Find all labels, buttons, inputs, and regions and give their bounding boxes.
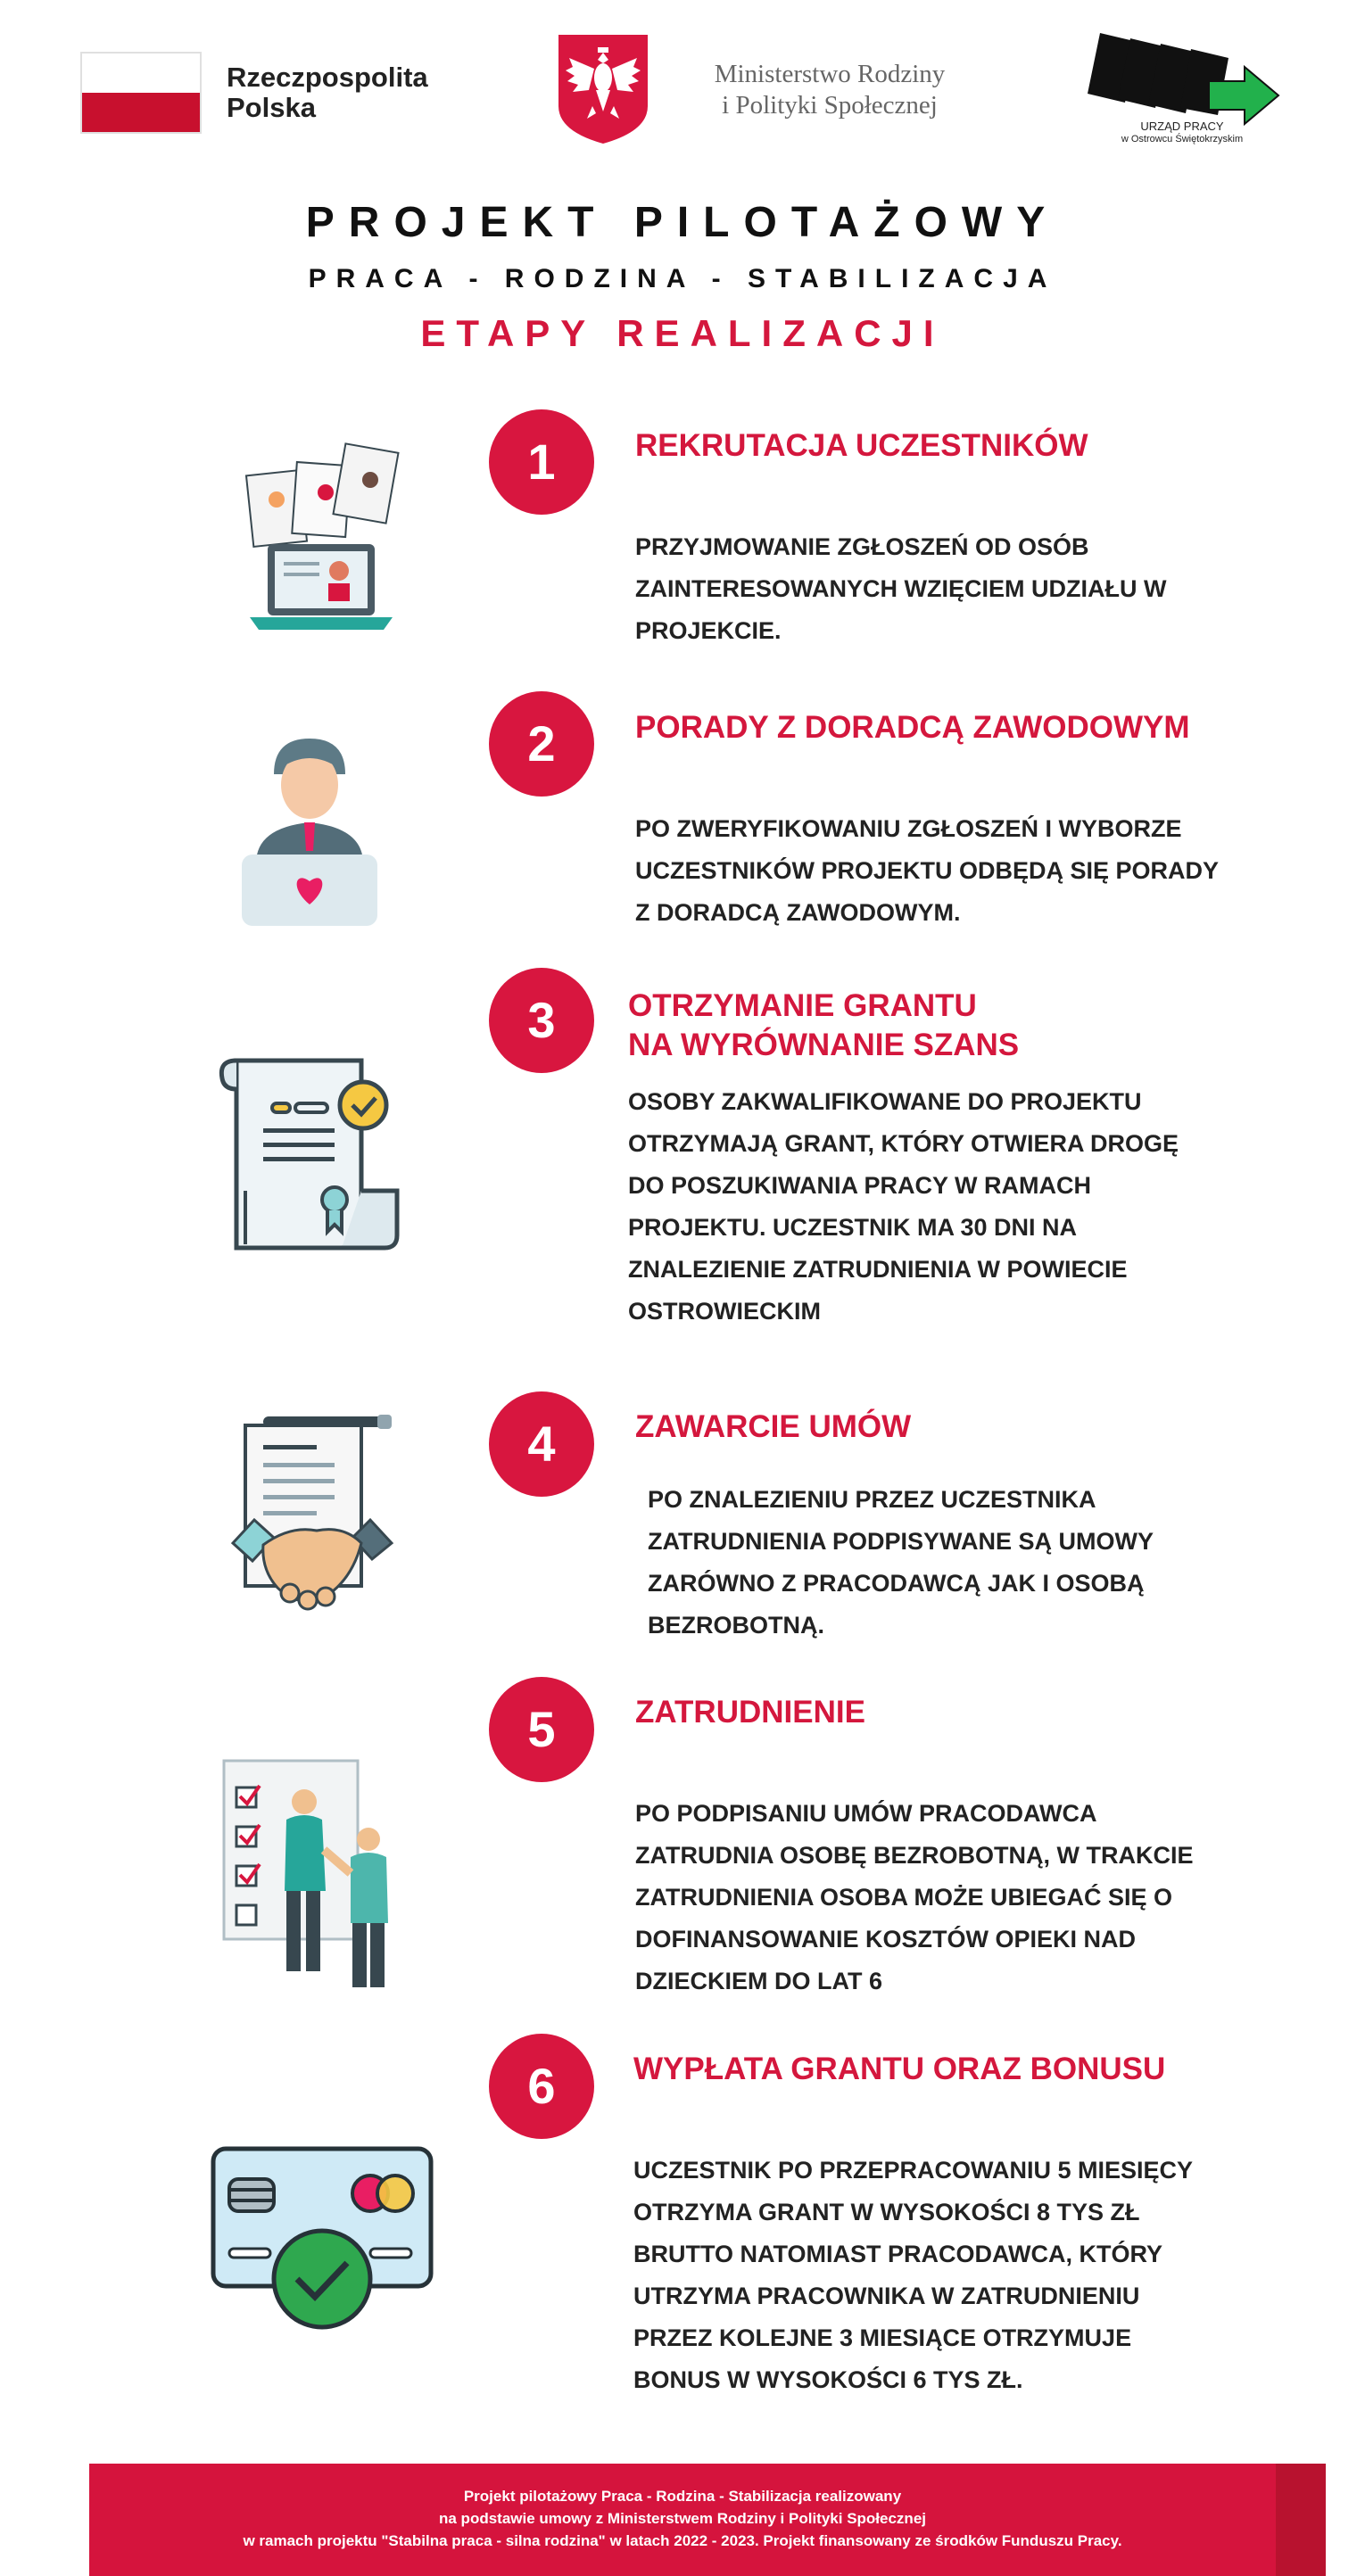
rzeczpospolita-polska-logo-text: Rzeczpospolita Polska [227,62,428,123]
office-location: w Ostrowcu Świętokrzyskim [1121,134,1244,144]
handshake-contract-icon [228,1409,397,1632]
payment-card-icon [210,2145,437,2332]
step-5-description: PO PODPISANIU UMÓW PRACODAWCA ZATRUDNIA OSOBĘ BEZROBOTNĄ, W TRAKCIE ZATRUDNIENIA OSOBA MOŻE UBIEGAĆ SIĘ O DOFINANSOWANIE KOSZTÓW OPIEKI NAD DZIECKIEM DO LAT 6 [635,1800,1194,1994]
step-3-number: 3 [489,968,594,1073]
step-6-number: 6 [489,2034,594,2139]
page-subtitle: PRACA - RODZINA - STABILIZACJA [308,264,1057,293]
step-2-title: PORADY Z DORADCĄ ZAWODOWYM [635,710,1190,745]
page-title: PROJEKT PILOTAŻOWY [305,199,1060,246]
step-6-description: UCZESTNIK PO PRZEPRACOWANIU 5 MIESIĘCY OTRZYMA GRANT W WYSOKOŚCI 8 TYS ZŁ BRUTTO NATOMIAST PRACODAWCA, KTÓRY UTRZYMA PRACOWNIKA W ZATRUDNIENIU PRZEZ KOLEJNE 3 MIESIĄCE OTRZYMUJE BONUS W WYSOKOŚCI 6 TYS ZŁ. [633,2157,1194,2393]
advisor-icon [236,730,384,930]
office-name: URZĄD PRACY [1140,120,1224,133]
step-3-title: OTRZYMANIE GRANTU NA WYRÓWNANIE SZANS [628,988,1020,1062]
footer-edge [1276,2464,1326,2576]
step-4-description: PO ZNALEZIENIU PRZEZ UCZESTNIKA ZATRUDNIENIA PODPISYWANE SĄ UMOWY ZARÓWNO Z PRACODAWCĄ JAK I OSOBĄ BEZROBOTNĄ. [648,1486,1154,1639]
polish-flag-logo [80,52,202,134]
step-4-title: ZAWARCIE UMÓW [635,1409,912,1444]
step-1-description: PRZYJMOWANIE ZGŁOSZEŃ OD OSÓB ZAINTERESOWANYCH WZIĘCIEM UDZIAŁU W PROJEKCIE. [635,533,1167,644]
step-2-number: 2 [489,691,594,797]
step-1-number: 1 [489,409,594,515]
step-1-title: REKRUTACJA UCZESTNIKÓW [635,428,1088,463]
section-title: ETAPY REALIZACJI [420,312,945,354]
polish-eagle-emblem-icon [553,31,653,145]
step-3-description: OSOBY ZAKWALIFIKOWANE DO PROJEKTU OTRZYMAJĄ GRANT, KTÓRY OTWIERA DROGĘ DO POSZUKIWANIA PRACY W RAMACH PROJEKTU. UCZESTNIK MA 30 DNI NA ZNALEZIENIE ZATRUDNIENIA W POWIECIE OSTROWIECKIM [628,1088,1179,1325]
step-5-number: 5 [489,1677,594,1782]
certificate-icon [219,1057,401,1253]
step-2-description: PO ZWERYFIKOWANIU ZGŁOSZEŃ I WYBORZE UCZESTNIKÓW PROJEKTU ODBĘDĄ SIĘ PORADY Z DORADCĄ ZAWODOWYM. [635,815,1220,926]
step-5-title: ZATRUDNIENIE [635,1695,865,1730]
recruitment-laptop-icon [241,437,401,642]
footer-text: Projekt pilotażowy Praca - Rodzina - Stabilizacja realizowany na podstawie umowy z Ministerstwem Rodziny i Polityki Społecznej w ramach projektu "Stabilna praca - silna rodzina" w latach 2022 - 2023. Projekt finansowany ze środków Funduszu Pracy. [243,2488,1122,2549]
employment-icon [219,1757,406,1998]
step-4-number: 4 [489,1391,594,1497]
step-6-title: WYPŁATA GRANTU ORAZ BONUSU [633,2052,1166,2086]
ministry-logo-text: Ministerstwo Rodziny i Polityki Społecznej [714,60,946,120]
